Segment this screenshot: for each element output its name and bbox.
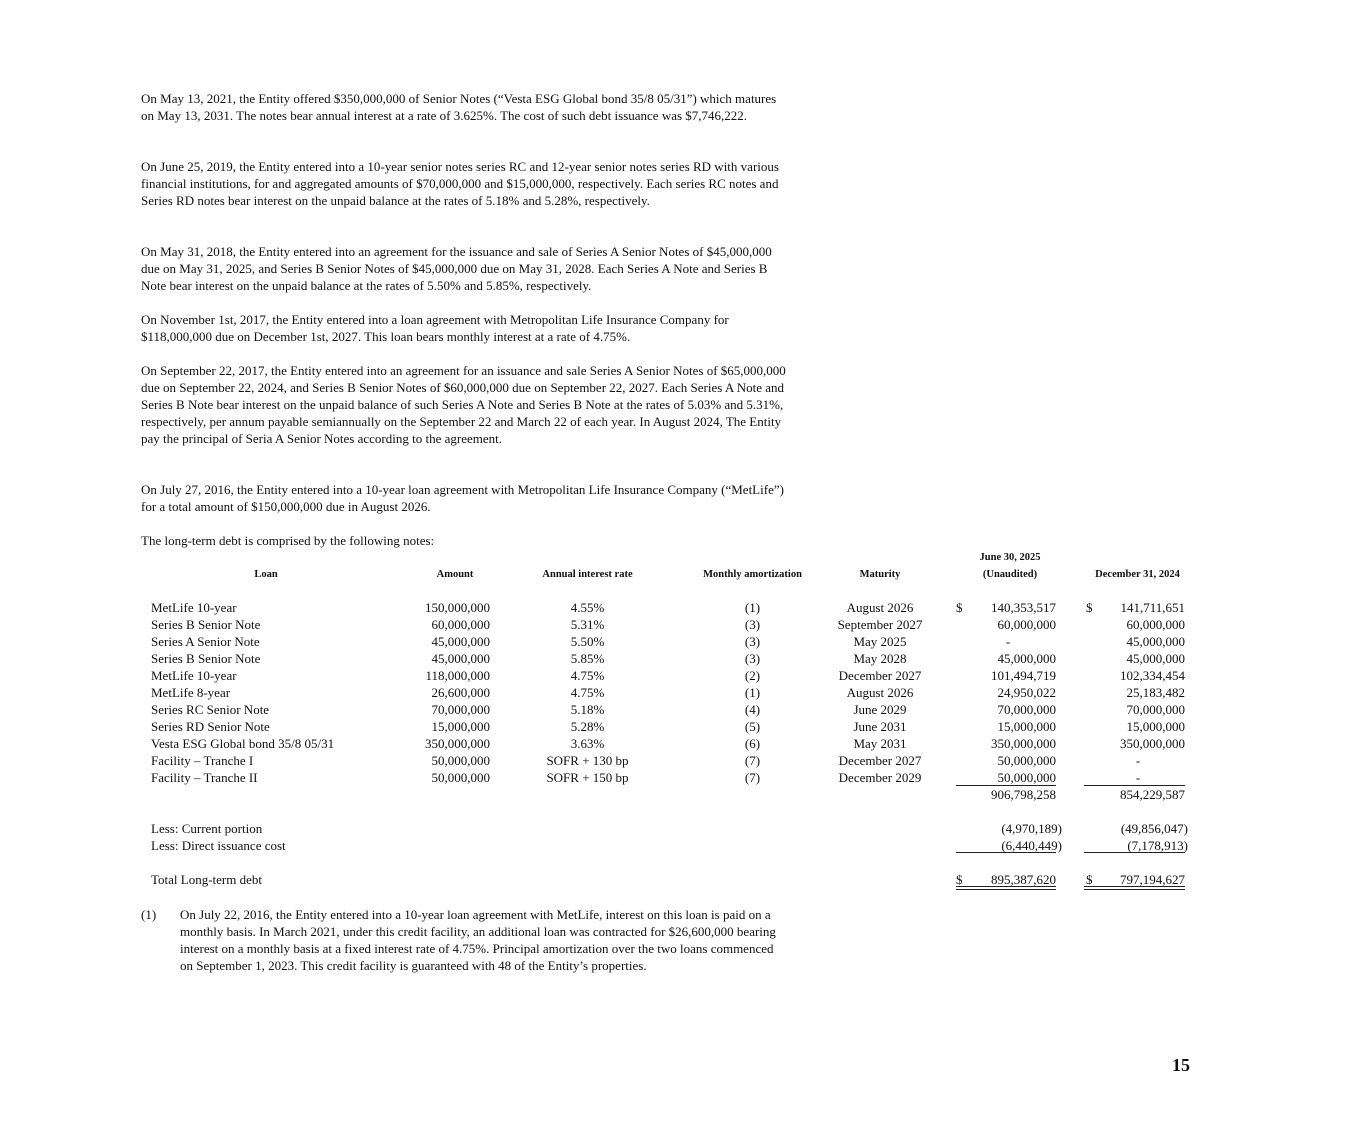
interest-rate: 5.50% <box>570 634 605 649</box>
paragraph-metlife-2017: On November 1st, 2017, the Entity entered into a loan agreement with Metropolitan Life Insurance Company for $118,000,000 due on December 1st, 2027. This loan bears monthly interest at a rate of 4.75%. <box>141 312 729 344</box>
balance-jun-2025: 60,000,000 <box>997 617 1056 632</box>
header-june-2025: June 30, 2025 <box>979 552 1041 563</box>
balance-jun-2025: 140,353,517 <box>991 600 1056 615</box>
currency-symbol: $ <box>956 872 963 887</box>
balance-dec-2024: 70,000,000 <box>1126 702 1185 717</box>
table-row <box>0 616 1365 633</box>
balance-dec-2024: 102,334,454 <box>1120 668 1185 683</box>
maturity: December 2029 <box>838 770 922 785</box>
loan-name: MetLife 8-year <box>151 685 231 700</box>
loan-name: Facility – Tranche II <box>151 770 258 785</box>
balance-dec-2024: 15,000,000 <box>1126 719 1185 734</box>
total-label: Total Long-term debt <box>151 872 263 887</box>
issuance-rule <box>1084 852 1185 853</box>
subtotal-jun-2025: 906,798,258 <box>991 787 1056 802</box>
issuance-cost-jun-2025: (6,440,449) <box>1001 838 1062 853</box>
amortization-ref: (7) <box>744 753 761 768</box>
current-portion-label: Less: Current portion <box>151 821 263 836</box>
loan-name: Vesta ESG Global bond 35/8 05/31 <box>151 736 335 751</box>
paragraph-series-a-b-2017: On September 22, 2017, the Entity entered into an agreement for an issuance and sale Series A Senior Notes of $65,000,000 due on September 22, 2024, and Series B Senior Notes of $60,000,000 due on September 22, 2027. Each Series A Note and Series B Note bear interest on the unpaid balance of such Series A Note and Series B Note at the rates of 5.03% and 5.31%, respectively, per annum payable semiannually on the September 22 and March 22 of each year. In August 2024, The Entity pay the principal of Seria A Senior Notes according to the agreement. <box>141 363 786 446</box>
currency-symbol: $ <box>1086 872 1093 887</box>
amortization-ref: (7) <box>744 770 761 785</box>
balance-jun-2025: 24,950,022 <box>997 685 1056 700</box>
loan-name: Series B Senior Note <box>151 651 261 666</box>
balance-jun-2025: 70,000,000 <box>997 702 1056 717</box>
interest-rate: 4.75% <box>570 685 605 700</box>
header-december-2024: December 31, 2024 <box>1095 569 1180 580</box>
loan-amount: 150,000,000 <box>425 600 490 615</box>
paragraph-vesta-esg-bond: On May 13, 2021, the Entity offered $350,000,000 of Senior Notes (“Vesta ESG Global bond 35/8 05/31”) which matures on May 13, 2031. The notes bear annual interest at a rate of 3.625%. The cost of such debt issuance was $7,746,222. <box>141 91 777 123</box>
loan-amount: 350,000,000 <box>425 736 490 751</box>
interest-rate: SOFR + 130 bp <box>546 753 629 768</box>
interest-rate: 5.31% <box>570 617 605 632</box>
table-row <box>0 701 1365 718</box>
interest-rate: SOFR + 150 bp <box>546 770 629 785</box>
issuance-cost-dec-2024: (7,178,913) <box>1127 838 1188 853</box>
amortization-ref: (2) <box>744 668 761 683</box>
currency-symbol: $ <box>956 600 963 615</box>
maturity: May 2028 <box>853 651 907 666</box>
maturity: June 2029 <box>853 702 907 717</box>
balance-jun-2025: 350,000,000 <box>991 736 1056 751</box>
maturity: September 2027 <box>837 617 923 632</box>
maturity: August 2026 <box>846 685 914 700</box>
amortization-ref: (1) <box>744 600 761 615</box>
table-row <box>0 667 1365 684</box>
paragraph-metlife-2016: On July 27, 2016, the Entity entered into a 10-year loan agreement with Metropolitan Life Insurance Company (“MetLife”) for a total amount of $150,000,000 due in August 2026. <box>141 482 784 514</box>
current-portion-jun-2025: (4,970,189) <box>1001 821 1062 836</box>
currency-symbol: $ <box>1086 600 1093 615</box>
interest-rate: 5.85% <box>570 651 605 666</box>
loan-amount: 118,000,000 <box>425 668 490 683</box>
table-row <box>0 769 1365 786</box>
page-number: 15 <box>1172 1055 1190 1075</box>
total-double-rule <box>1084 886 1185 890</box>
loan-amount: 45,000,000 <box>431 634 490 649</box>
balance-dec-2024: - <box>1135 753 1141 768</box>
loan-amount: 70,000,000 <box>431 702 490 717</box>
loan-name: Series A Senior Note <box>151 634 260 649</box>
table-row <box>0 684 1365 701</box>
maturity: June 2031 <box>853 719 907 734</box>
header-unaudited: (Unaudited) <box>982 569 1038 580</box>
balance-dec-2024: 45,000,000 <box>1126 634 1185 649</box>
table-row <box>0 650 1365 667</box>
amortization-ref: (3) <box>744 651 761 666</box>
table-row <box>0 735 1365 752</box>
balance-jun-2025: 101,494,719 <box>991 668 1056 683</box>
current-portion-dec-2024: (49,856,047) <box>1120 821 1188 836</box>
balance-dec-2024: 141,711,651 <box>1120 600 1185 615</box>
balance-jun-2025: 50,000,000 <box>997 770 1056 785</box>
amortization-ref: (3) <box>744 617 761 632</box>
loan-name: Series RD Senior Note <box>151 719 270 734</box>
amortization-ref: (6) <box>744 736 761 751</box>
amortization-ref: (5) <box>744 719 761 734</box>
balance-dec-2024: 25,183,482 <box>1126 685 1185 700</box>
maturity: May 2031 <box>853 736 907 751</box>
header-maturity: Maturity <box>859 569 901 580</box>
maturity: December 2027 <box>838 668 922 683</box>
issuance-rule <box>956 852 1056 853</box>
loan-name: Facility – Tranche I <box>151 753 254 768</box>
table-row <box>0 752 1365 769</box>
total-double-rule <box>956 886 1056 890</box>
loan-amount: 45,000,000 <box>431 651 490 666</box>
interest-rate: 4.55% <box>570 600 605 615</box>
loan-name: MetLife 10-year <box>151 600 237 615</box>
loan-amount: 60,000,000 <box>431 617 490 632</box>
table-row <box>0 633 1365 650</box>
current-portion-row <box>0 820 1365 837</box>
loan-name: MetLife 10-year <box>151 668 237 683</box>
interest-rate: 5.28% <box>570 719 605 734</box>
total-jun-2025: 895,387,620 <box>991 872 1056 887</box>
header-loan: Loan <box>254 569 278 580</box>
amortization-ref: (4) <box>744 702 761 717</box>
balance-jun-2025: 50,000,000 <box>997 753 1056 768</box>
total-dec-2024: 797,194,627 <box>1120 872 1185 887</box>
amortization-ref: (3) <box>744 634 761 649</box>
header-amount: Amount <box>436 569 474 580</box>
interest-rate: 5.18% <box>570 702 605 717</box>
balance-dec-2024: 350,000,000 <box>1120 736 1185 751</box>
loan-amount: 26,600,000 <box>431 685 490 700</box>
footnote-marker: (1) <box>141 907 157 922</box>
header-monthly-amortization: Monthly amortization <box>703 569 802 580</box>
table-row <box>0 718 1365 735</box>
loan-amount: 50,000,000 <box>431 770 490 785</box>
paragraph-series-a-b-2018: On May 31, 2018, the Entity entered into an agreement for the issuance and sale of Series A Senior Notes of $45,000,000 due on May 31, 2025, and Series B Senior Notes of $45,000,000 due on May 31, 2028. Each Series A Note and Series B Note bear interest on the unpaid balance at the rates of 5.50% and 5.85%, respectively. <box>141 244 772 293</box>
maturity: May 2025 <box>853 634 907 649</box>
issuance-cost-label: Less: Direct issuance cost <box>151 838 286 853</box>
interest-rate: 4.75% <box>570 668 605 683</box>
loan-amount: 50,000,000 <box>431 753 490 768</box>
amortization-ref: (1) <box>744 685 761 700</box>
maturity: December 2027 <box>838 753 922 768</box>
loan-amount: 15,000,000 <box>431 719 490 734</box>
balance-jun-2025: 45,000,000 <box>997 651 1056 666</box>
balance-jun-2025: 15,000,000 <box>997 719 1056 734</box>
header-annual-interest-rate: Annual interest rate <box>542 569 633 580</box>
balance-dec-2024: 45,000,000 <box>1126 651 1185 666</box>
paragraph-series-rc-rd: On June 25, 2019, the Entity entered into a 10-year senior notes series RC and 12-year senior notes series RD with various financial institutions, for and aggregated amounts of $70,000,000 and $15,000,000, respectively. Each series RC notes and Series RD notes bear interest on the unpaid balance at the rates of 5.18% and 5.28%, respectively. <box>141 159 779 208</box>
table-intro: The long-term debt is comprised by the following notes: <box>141 533 435 548</box>
balance-dec-2024: - <box>1135 770 1141 785</box>
loan-name: Series RC Senior Note <box>151 702 270 717</box>
subtotal-row <box>0 786 1365 803</box>
table-row <box>0 599 1365 616</box>
footnote-text: On July 22, 2016, the Entity entered into a 10-year loan agreement with MetLife, interest on this loan is paid on a monthly basis. In March 2021, under this credit facility, an additional loan was contracted for $26,600,000 bearing interest on a monthly basis at a fixed interest rate of 4.75%. Principal amortization over the two loans commenced on September 1, 2023. This credit facility is guaranteed with 48 of the Entity’s properties. <box>180 907 776 973</box>
interest-rate: 3.63% <box>570 736 605 751</box>
subtotal-dec-2024: 854,229,587 <box>1120 787 1185 802</box>
loan-name: Series B Senior Note <box>151 617 261 632</box>
balance-dec-2024: 60,000,000 <box>1126 617 1185 632</box>
balance-jun-2025: - <box>1005 634 1011 649</box>
maturity: August 2026 <box>846 600 914 615</box>
